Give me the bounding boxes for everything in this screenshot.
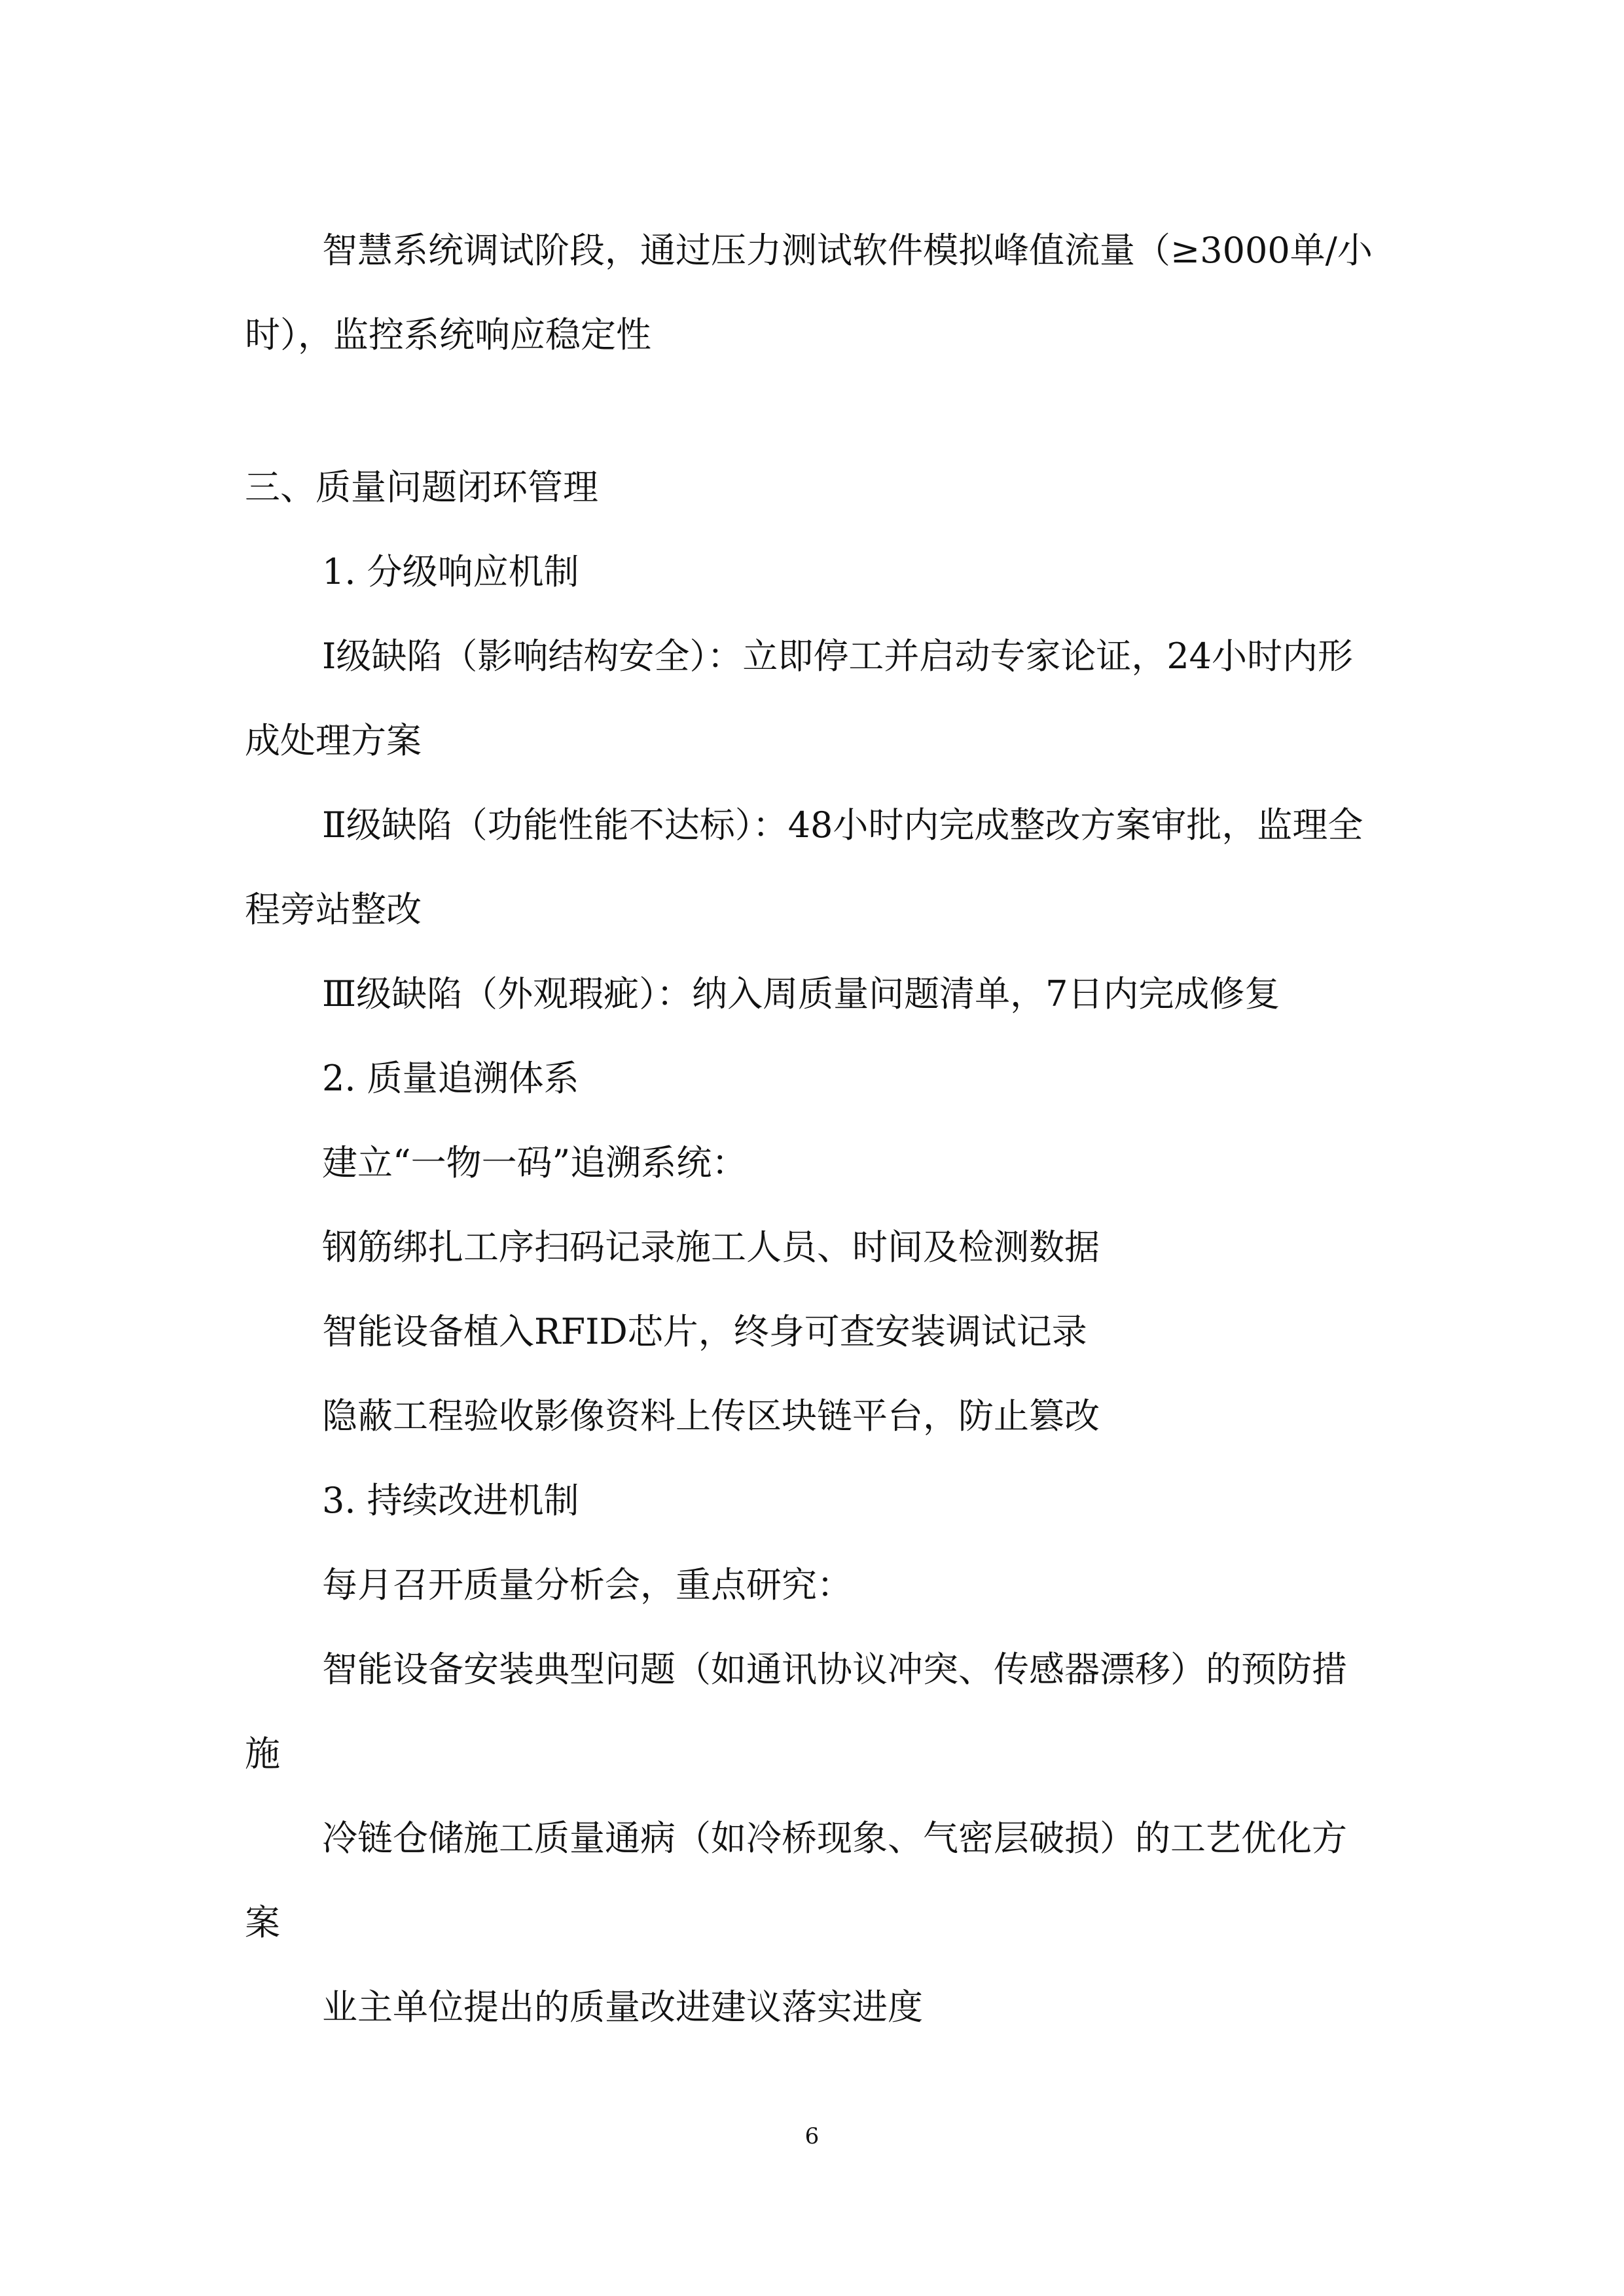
- section-heading-quality-closed-loop: 三、质量问题闭环管理: [245, 467, 598, 508]
- page-number: 6: [804, 2123, 820, 2149]
- paragraph-system-debugging: 智慧系统调试阶段，通过压力测试软件模拟峰值流量（≥3000单/小时），监控系统响应稳定性: [245, 230, 1373, 355]
- paragraph-monthly-meeting: 每月召开质量分析会，重点研究：: [322, 1564, 852, 1605]
- subheading-traceability-system: 2. 质量追溯体系: [322, 1058, 579, 1099]
- subheading-continuous-improvement: 3. 持续改进机制: [322, 1480, 579, 1521]
- document-body: [245, 208, 1381, 2049]
- paragraph-one-item-one-code: 建立“一物一码”追溯系统：: [322, 1142, 748, 1183]
- paragraph-rfid-chip: 智能设备植入RFID芯片，终身可查安装调试记录: [322, 1311, 1087, 1352]
- paragraph-level-1-defect: Ⅰ级缺陷（影响结构安全）：立即停工并启动专家论证，24小时内形成处理方案: [245, 636, 1354, 761]
- subheading-graded-response: 1. 分级响应机制: [322, 551, 579, 592]
- paragraph-smart-device-issues: 智能设备安装典型问题（如通讯协议冲突、传感器漂移）的预防措施: [245, 1649, 1347, 1774]
- paragraph-blockchain-upload: 隐蔽工程验收影像资料上传区块链平台，防止篡改: [322, 1395, 1100, 1437]
- paragraph-cold-chain-issues: 冷链仓储施工质量通病（如冷桥现象、气密层破损）的工艺优化方案: [245, 1818, 1347, 1943]
- paragraph-rebar-scan-record: 钢筋绑扎工序扫码记录施工人员、时间及检测数据: [322, 1227, 1100, 1268]
- paragraph-level-2-defect: Ⅱ级缺陷（功能性能不达标）：48小时内完成整改方案审批，监理全程旁站整改: [245, 804, 1363, 930]
- paragraph-owner-suggestions: 业主单位提出的质量改进建议落实进度: [322, 1986, 923, 2028]
- paragraph-level-3-defect: Ⅲ级缺陷（外观瑕疵）：纳入周质量问题清单，7日内完成修复: [322, 973, 1280, 1014]
